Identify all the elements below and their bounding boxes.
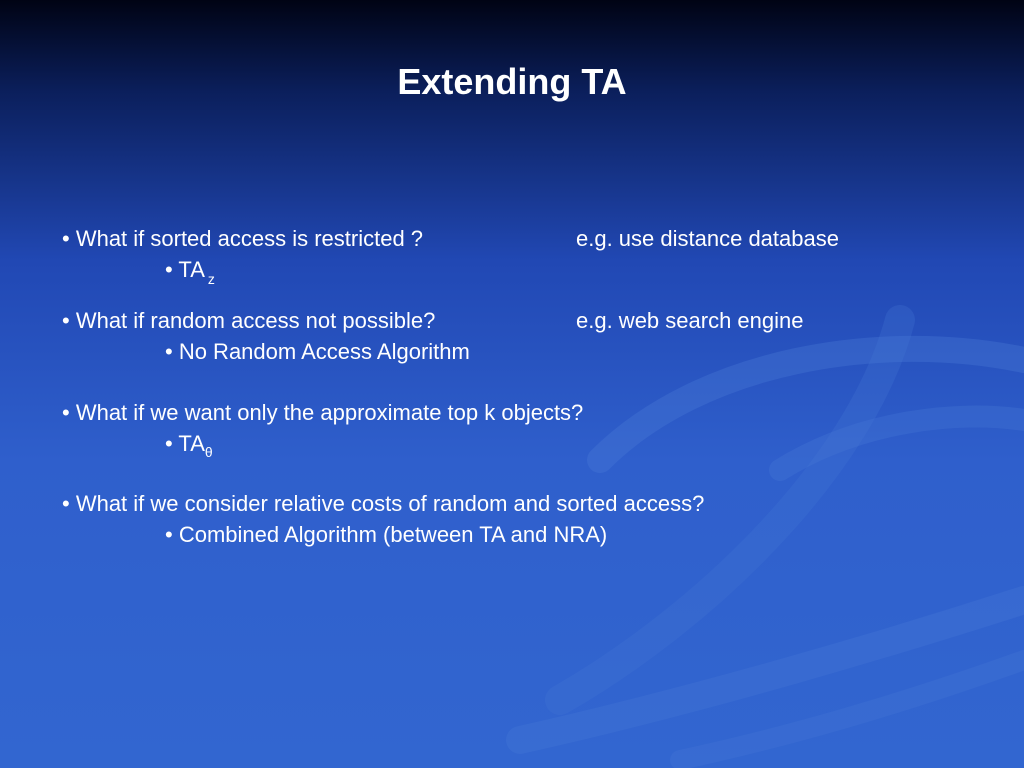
bullet-question-1: • What if sorted access is restricted ?	[62, 226, 424, 251]
bullet-question-3: • What if we want only the approximate top k objects?	[62, 400, 584, 425]
answer-1-subscript: z	[207, 271, 215, 287]
sub-bullet-answer-2: • No Random Access Algorithm	[165, 339, 470, 364]
sub-bullet-answer-1	[165, 255, 215, 287]
bullet-example-1: e.g. use distance database	[576, 226, 839, 251]
answer-3-text: • TA	[165, 431, 205, 456]
bullet-example-2: e.g. web search engine	[576, 308, 804, 333]
sub-bullet-answer-4: • Combined Algorithm (between TA and NRA)	[165, 522, 608, 547]
bullet-question-4: • What if we consider relative costs of random and sorted access?	[62, 491, 705, 516]
sub-bullet-answer-3	[165, 429, 213, 461]
slide-title: Extending TA	[397, 61, 627, 102]
answer-3-subscript: θ	[204, 444, 213, 460]
bullet-question-2: • What if random access not possible?	[62, 308, 436, 333]
answer-1-text: • TA	[165, 257, 205, 282]
